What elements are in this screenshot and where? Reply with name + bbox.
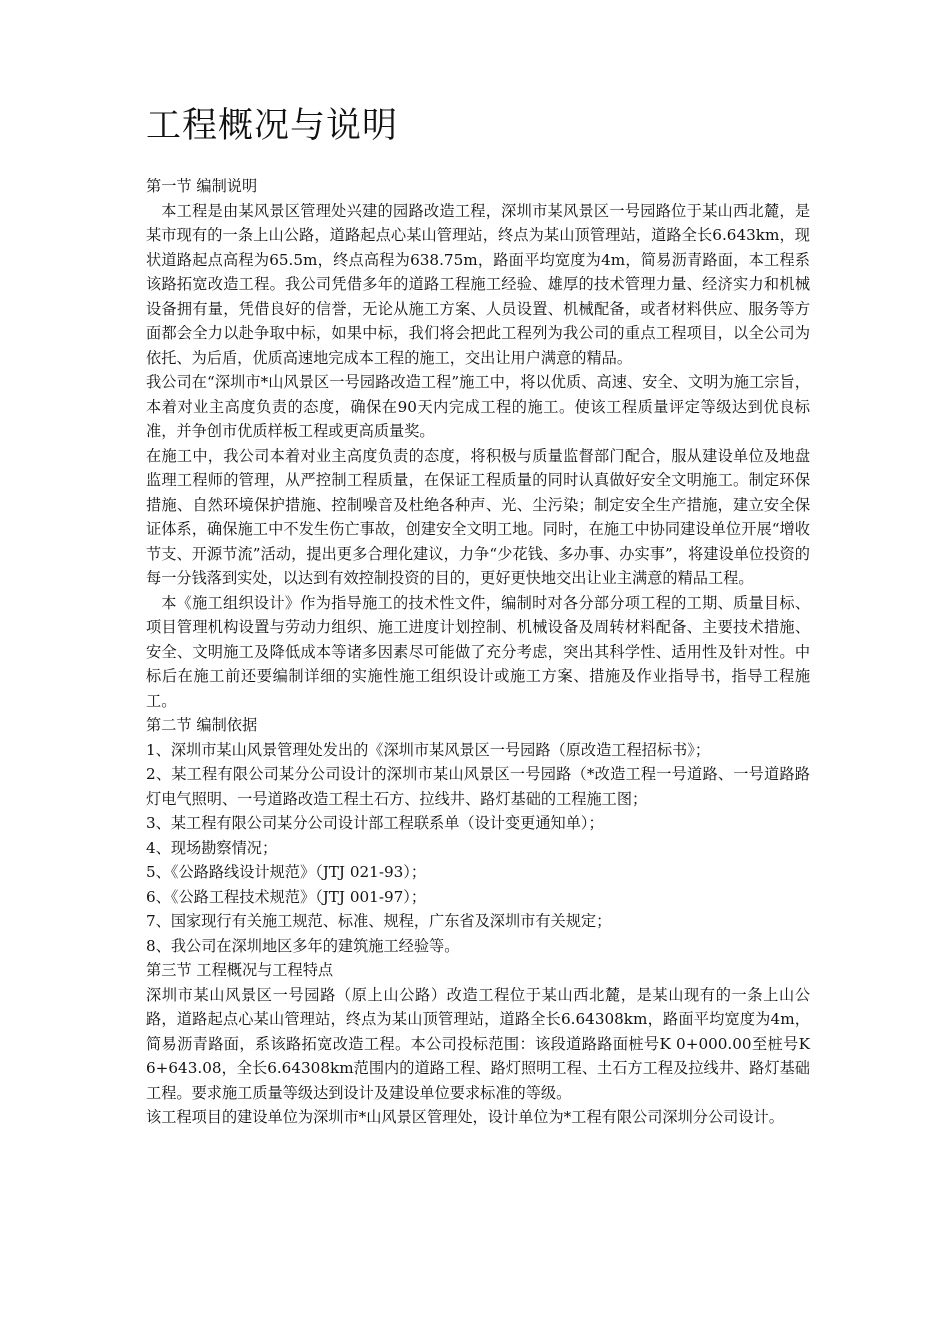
basis-item-5: 5、《公路路线设计规范》（JTJ 021-93）； xyxy=(146,863,427,881)
section1-heading: 第一节 编制说明 xyxy=(146,177,258,195)
basis-item-2: 2、某工程有限公司某分公司设计的深圳市某山风景区一号园路（*改造工程一号道路、一号道路路灯电气照明、一号道路改造工程土石方、拉线井、路灯基础的工程施工图； xyxy=(146,765,810,808)
section3-paragraph-1: 深圳市某山风景区一号园路（原上山公路）改造工程位于某山西北麓，是某山现有的一条上山公路，道路起点心某山管理站，终点为某山顶管理站，道路全长6.64308km，路面平均宽度为4m，简易沥青路面，系该路拓宽改造工程。本公司投标范围：该段道路路面桩号K 0+000.00至桩号K 6+643.08，全长6.64308km范围内的道路工程、路灯照明工程、土石方工程及拉线井、路灯基础工程。要求施工质量等级达到设计及建设单位要求标准的等级。 xyxy=(146,985,810,1102)
basis-item-3: 3、某工程有限公司某分公司设计部工程联系单（设计变更通知单）； xyxy=(146,814,604,832)
basis-item-8: 8、我公司在深圳地区多年的建筑施工经验等。 xyxy=(146,936,460,955)
section1-paragraph-1: 本工程是由某风景区管理处兴建的园路改造工程，深圳市某风景区一号园路位于某山西北麓，是某市现有的一条上山公路，道路起点心某山管理站，终点为某山顶管理站，道路全长6.643km，现状道路起点高程为65.5m，终点高程为638.75m，路面平均宽度为4m，简易沥青路面，本工程系该路拓宽改造工程。我公司凭借多年的道路工程施工经验、雄厚的技术管理力量、经济实力和机械设备拥有量，凭借良好的信誉，无论从施工方案、人员设置、机械配备，或者材料供应、服务等方面都会全力以赴争取中标，如果中标，我们将会把此工程列为我公司的重点工程项目，以全公司为依托、为后盾，优质高速地完成本工程的施工，交出让用户满意的精品。 xyxy=(146,201,810,367)
section2-heading: 第二节 编制依据 xyxy=(146,716,258,734)
document-title: 工程概况与说明 xyxy=(146,106,399,146)
basis-item-1: 1、深圳市某山风景管理处发出的《深圳市某风景区一号园路（原改造工程招标书》； xyxy=(146,740,711,759)
basis-item-4: 4、现场勘察情况； xyxy=(146,838,278,857)
basis-item-7: 7、国家现行有关施工规范、标准、规程，广东省及深圳市有关规定； xyxy=(146,912,612,930)
section1-paragraph-4: 本《施工组织设计》作为指导施工的技术性文件，编制时对各分部分项工程的工期、质量目标、项目管理机构设置与劳动力组织、施工进度计划控制、机械设备及周转材料配备、主要技术措施、安全、文明施工及降低成本等诸多因素尽可能做了充分考虑，突出其科学性、适用性及针对性。中标后在施工前还要编制详细的实施性施工组织设计或施工方案、措施及作业指导书，指导工程施工。 xyxy=(146,593,810,710)
section3-heading: 第三节 工程概况与工程特点 xyxy=(146,961,334,979)
section3-paragraph-2: 该工程项目的建设单位为深圳市*山风景区管理处，设计单位为*工程有限公司深圳分公司设计。 xyxy=(146,1108,784,1126)
basis-item-6: 6、《公路工程技术规范》（JTJ 001-97）； xyxy=(146,887,427,906)
document-page xyxy=(146,98,810,1130)
section1-paragraph-3: 在施工中，我公司本着对业主高度负责的态度，将积极与质量监督部门配合，服从建设单位及地盘监理工程师的管理，从严控制工程质量，在保证工程质量的同时认真做好安全文明施工。制定环保措施、自然环境保护措施、控制噪音及杜绝各种声、光、尘污染；制定安全生产措施，建立安全保证体系，确保施工中不发生伤亡事故，创建安全文明工地。同时，在施工中协同建设单位开展“增收节支、开源节流”活动，提出更多合理化建议，力争“少花钱、多办事、办实事”，将建设单位投资的每一分钱落到实处，以达到有效控制投资的目的，更好更快地交出让业主满意的精品工程。 xyxy=(146,446,810,587)
section1-paragraph-2: 我公司在“深圳市*山风景区一号园路改造工程”施工中，将以优质、高速、安全、文明为施工宗旨，本着对业主高度负责的态度，确保在90天内完成工程的施工。使该工程质量评定等级达到优良标准，并争创市优质样板工程或更高质量奖。 xyxy=(146,373,810,440)
